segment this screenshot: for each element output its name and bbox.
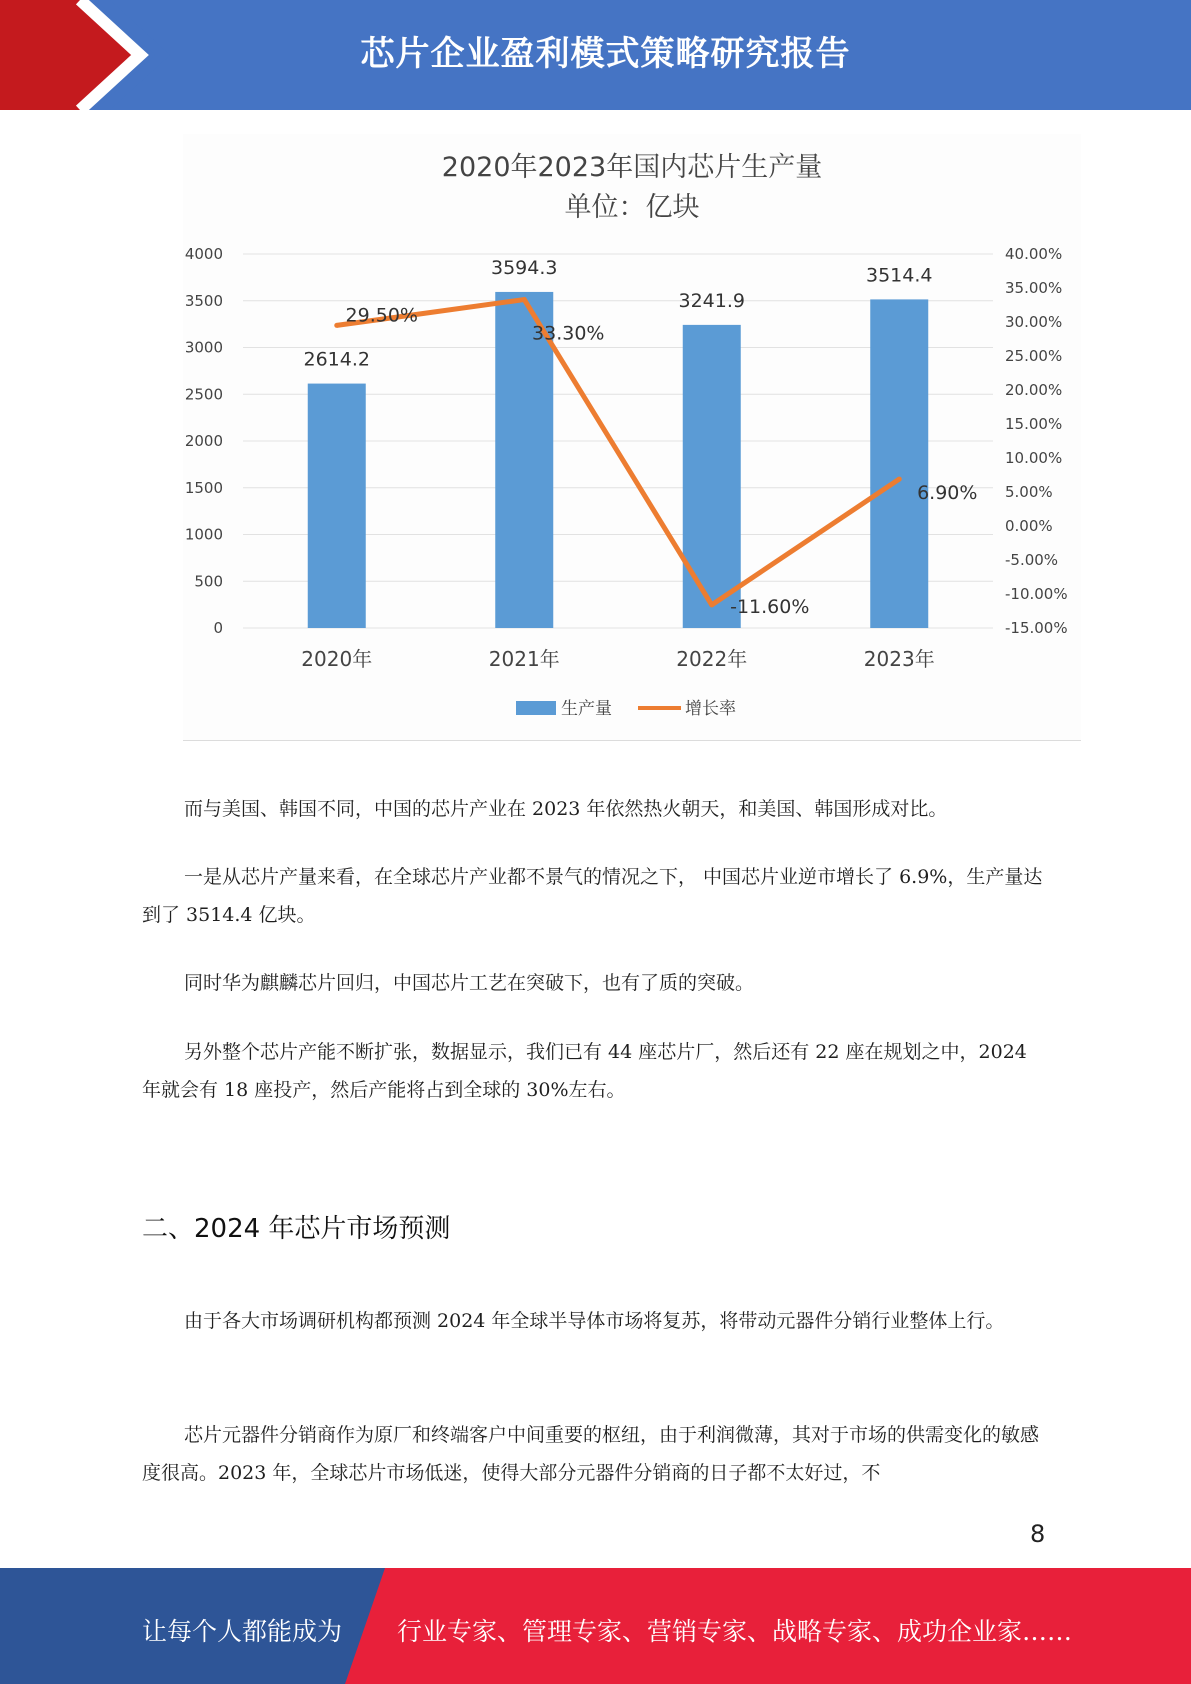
y-tick-label: 2000 xyxy=(184,432,223,450)
footer-slogan-left: 让每个人都能成为 xyxy=(142,1617,343,1646)
page-footer xyxy=(0,1568,1191,1684)
bar-production-3 xyxy=(870,299,928,628)
page-header xyxy=(0,0,1191,110)
x-tick-label: 2022年 xyxy=(676,647,748,671)
legend-swatch-production xyxy=(516,701,556,715)
y-tick-label: 2500 xyxy=(184,385,223,404)
x-tick-label: 2021年 xyxy=(488,647,560,671)
legend-label-growth: 增长率 xyxy=(685,699,736,719)
paragraph-kirin-chip: 同时华为麒麟芯片回归，中国芯片工艺在突破下，也有了质的突破。 xyxy=(184,972,755,994)
paragraph-contrast: 而与美国、韩国不同，中国的芯片产业在 2023 年依然热火朝天，和美国、韩国形成对比。 xyxy=(184,798,948,820)
bar-value-label: 3594.3 xyxy=(491,256,558,279)
section-heading: 二、2024 年芯片市场预测 xyxy=(142,1214,451,1244)
bar-value-label: 3514.4 xyxy=(866,264,933,287)
y-tick-label: 4000 xyxy=(184,245,223,263)
line-growth-rate xyxy=(337,300,900,605)
y-tick-label: 1500 xyxy=(184,478,223,497)
paragraph-market-recovery: 由于各大市场调研机构都预测 2024 年全球半导体市场将复苏，将带动元器件分销行业整体上行。 xyxy=(184,1310,1005,1332)
y-tick-label: 3500 xyxy=(184,291,223,310)
chart-subtitle: 单位：亿块 xyxy=(564,192,700,223)
y2-tick-label: 35.00% xyxy=(1005,279,1063,297)
line-value-label: 33.30% xyxy=(532,322,605,345)
line-point xyxy=(897,477,902,482)
line-value-label: 29.50% xyxy=(345,304,418,327)
line-point xyxy=(522,297,527,302)
y2-tick-label: -5.00% xyxy=(1005,551,1059,569)
bar-value-label: 3241.9 xyxy=(678,289,745,312)
y-tick-label: 0 xyxy=(213,619,223,637)
y2-tick-label: 10.00% xyxy=(1005,449,1063,467)
bar-value-label: 2614.2 xyxy=(303,348,370,371)
y2-tick-label: 15.00% xyxy=(1005,415,1063,433)
paragraph-distributors: 芯片元器件分销商作为原厂和终端客户中间重要的枢纽，由于利润微薄，其对于市场的供需变化的敏感度很高。2023 年，全球芯片市场低迷，使得大部分元器件分销商的日子都不太好过，不 xyxy=(142,1424,1040,1484)
line-value-label: 6.90% xyxy=(917,482,978,505)
line-point xyxy=(334,323,339,328)
page-number: 8 xyxy=(1030,1520,1046,1548)
paragraph-capacity: 另外整个芯片产能不断扩张，数据显示，我们已有 44 座芯片厂，然后还有 22 座在规划之中，2024 年就会有 18 座投产，然后产能将占到全球的 30%左右。 xyxy=(142,1041,1027,1101)
bar-production-2 xyxy=(683,325,741,628)
chart-title: 2020年2023年国内芯片生产量 xyxy=(441,152,823,183)
y-tick-label: 500 xyxy=(194,572,223,591)
report-title: 芯片企业盈利模式策略研究报告 xyxy=(360,34,851,74)
legend-label-production: 生产量 xyxy=(561,699,612,719)
y2-tick-label: 30.00% xyxy=(1005,313,1063,331)
y-tick-label: 1000 xyxy=(184,525,223,544)
footer-slogan-right: 行业专家、管理专家、营销专家、战略专家、成功企业家…… xyxy=(397,1617,1073,1646)
production-chart-svg xyxy=(183,134,1081,740)
production-chart xyxy=(183,134,1081,741)
y2-tick-label: 40.00% xyxy=(1005,245,1063,263)
line-value-label: -11.60% xyxy=(730,595,810,618)
x-tick-label: 2020年 xyxy=(301,647,373,671)
y2-tick-label: 20.00% xyxy=(1005,381,1063,399)
y2-tick-label: 0.00% xyxy=(1005,517,1053,535)
y2-tick-label: 5.00% xyxy=(1005,483,1053,501)
y2-tick-label: 25.00% xyxy=(1005,347,1063,365)
x-tick-label: 2023年 xyxy=(863,647,935,671)
y2-tick-label: -15.00% xyxy=(1005,619,1068,637)
bar-production-0 xyxy=(308,384,366,628)
paragraph-output-growth: 一是从芯片产量来看，在全球芯片产业都不景气的情况之下， 中国芯片业逆市增长了 6.9%，生产量达到了 3514.4 亿块。 xyxy=(142,866,1043,926)
line-point xyxy=(709,602,714,607)
y2-tick-label: -10.00% xyxy=(1005,585,1068,603)
y-tick-label: 3000 xyxy=(184,338,223,357)
